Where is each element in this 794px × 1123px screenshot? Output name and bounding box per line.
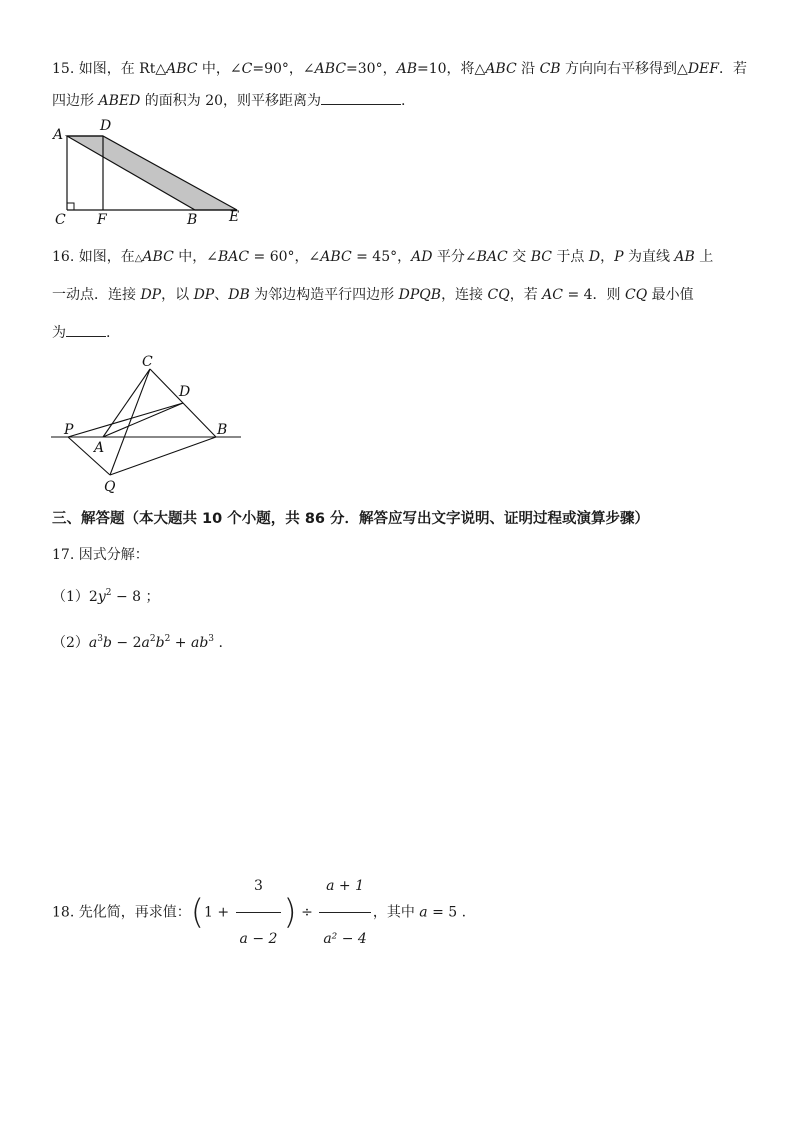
q16-text: DP	[140, 287, 162, 303]
q16-text: BC	[530, 249, 552, 265]
label-d: D	[100, 118, 112, 134]
q16-line3	[52, 324, 110, 342]
q18-number: 18.	[52, 904, 75, 921]
q18-math: )	[283, 892, 297, 933]
q16-text: 如图，在	[78, 249, 135, 265]
q15-text: 沿	[516, 61, 540, 77]
q15-text: ．若	[718, 61, 747, 77]
label-d: D	[179, 384, 191, 400]
label-c: C	[55, 212, 66, 226]
q15-number: 15.	[52, 61, 75, 77]
q16-text: 中，∠	[173, 249, 218, 265]
part-label: （2）	[52, 635, 89, 651]
q15-text: AB	[396, 61, 417, 77]
q16-text: BAC	[217, 249, 250, 265]
q16-text: ABC	[142, 249, 174, 265]
q16-text: ，	[600, 249, 615, 265]
q16-text: = 45°，	[351, 249, 412, 265]
label-a: A	[94, 440, 105, 456]
q17-math: .	[214, 635, 223, 651]
q16-text: 一动点．连接	[52, 287, 141, 303]
q15-line2	[52, 92, 405, 110]
q15-line1	[52, 60, 747, 78]
q16-text: P	[614, 249, 624, 265]
q17-math: y	[97, 589, 106, 605]
q16-text: ABC	[320, 249, 352, 265]
segment-cq	[110, 369, 150, 475]
q17-number: 17.	[52, 547, 75, 563]
q15-text: 中，∠	[197, 61, 242, 77]
q17-math: +	[170, 635, 191, 651]
q17-math: b	[103, 635, 112, 651]
q15-text: 如图，在 Rt△	[78, 61, 167, 77]
label-f: F	[97, 212, 107, 226]
q18-math: (	[190, 892, 204, 933]
q16-text: 为	[52, 325, 66, 341]
q16-text: .	[106, 325, 111, 341]
segment-pd	[68, 403, 183, 437]
q15-text: ABC	[314, 61, 347, 77]
q15-text: 四边形	[52, 93, 99, 109]
right-angle-mark	[67, 203, 74, 210]
q17-math: a	[141, 635, 150, 651]
q15-text: ABC	[166, 61, 198, 77]
q18-math: = 5 .	[427, 904, 467, 921]
q18-line	[52, 862, 466, 963]
q15-text: ABC	[485, 61, 517, 77]
q18-math: a	[419, 904, 428, 921]
q16-text: DB	[228, 287, 250, 303]
q18-math: 1 +	[203, 904, 234, 921]
section-heading: 三、解答题（本大题共 10 个小题，共 86 分．解答应写出文字说明、证明过程或演算步骤）	[52, 511, 650, 527]
q17-part2	[52, 630, 223, 652]
q16-text: CQ	[487, 287, 510, 303]
label-a: A	[53, 127, 64, 143]
q15-text: C	[241, 61, 253, 77]
answer-blank[interactable]	[321, 92, 401, 105]
q16-text: = 60°，∠	[249, 249, 321, 265]
q16-line1	[52, 248, 713, 268]
q16-text: AD	[411, 249, 433, 265]
part-label: （1）	[52, 589, 89, 605]
q16-text: DPQB	[398, 287, 442, 303]
fraction-1	[236, 862, 282, 963]
q17-math: 2	[149, 634, 156, 644]
q16-text: 为邻边构造平行四边形	[249, 287, 399, 303]
q16-text: 交	[507, 249, 531, 265]
q18-text: ，其中	[372, 904, 420, 921]
q15-text: =10，将△	[417, 61, 486, 77]
q15-text: .	[401, 93, 406, 109]
label-q: Q	[104, 479, 116, 495]
q16-text: ，连接	[441, 287, 488, 303]
q15-text: 的面积为 20，则平移距离为	[140, 93, 322, 109]
q16-text: 于点	[551, 249, 589, 265]
label-e: E	[229, 209, 240, 225]
q16-text: = 4．则	[563, 287, 625, 303]
label-c: C	[142, 354, 153, 370]
q15-figure	[45, 114, 265, 226]
q17-math: − 8 ；	[111, 589, 160, 605]
q16-text: 平分∠	[432, 249, 477, 265]
q16-text: △	[134, 253, 143, 264]
q17-math: ab	[190, 635, 209, 651]
fraction-2	[319, 862, 371, 963]
fraction-denominator: a² − 4	[323, 931, 367, 947]
label-b: B	[217, 422, 228, 438]
q15-text: 方向向右平移得到△	[560, 61, 688, 77]
q16-figure	[45, 350, 250, 495]
q17-math: 2	[164, 634, 171, 644]
segment-qb	[110, 437, 216, 475]
q16-text: 最小值	[647, 287, 694, 303]
q16-text: AC	[542, 287, 563, 303]
q15-text: =30°，	[346, 61, 397, 77]
q16-text: 上	[694, 249, 714, 265]
q15-text: DEF	[687, 61, 719, 77]
q16-text: 为直线	[623, 249, 675, 265]
q16-number: 16.	[52, 249, 75, 265]
q16-text: 、	[214, 287, 229, 303]
answer-blank[interactable]	[66, 324, 106, 337]
q17-math: − 2	[111, 635, 142, 651]
q16-text: CQ	[625, 287, 648, 303]
q16-line2	[52, 286, 694, 304]
q17-text: 因式分解：	[78, 547, 149, 563]
q16-text: BAC	[476, 249, 508, 265]
q17-math: 2	[105, 588, 112, 598]
q16-text: AB	[674, 249, 695, 265]
label-b: B	[187, 212, 198, 226]
q17-math: a	[88, 635, 98, 651]
fraction-numerator: 3	[236, 862, 282, 913]
shaded-band	[67, 136, 237, 210]
q18-math: ÷	[296, 904, 318, 921]
q16-text: ，以	[161, 287, 194, 303]
q15-text: ABED	[98, 93, 141, 109]
q16-text: ，若	[509, 287, 543, 303]
fraction-numerator: a + 1	[319, 862, 371, 913]
q17-math: 2	[88, 589, 98, 605]
q17-math: 3	[97, 634, 104, 644]
label-p: P	[64, 422, 74, 438]
q17-part1	[52, 584, 160, 606]
q17-math: b	[155, 635, 165, 651]
fraction-denominator: a − 2	[239, 931, 278, 947]
q16-text: D	[588, 249, 601, 265]
q16-text: DP	[193, 287, 215, 303]
q17-math: 3	[208, 634, 215, 644]
q17-title	[52, 546, 149, 564]
q15-text: =90°，∠	[252, 61, 315, 77]
q18-text: 先化简，再求值：	[78, 904, 191, 921]
q15-text: CB	[539, 61, 561, 77]
